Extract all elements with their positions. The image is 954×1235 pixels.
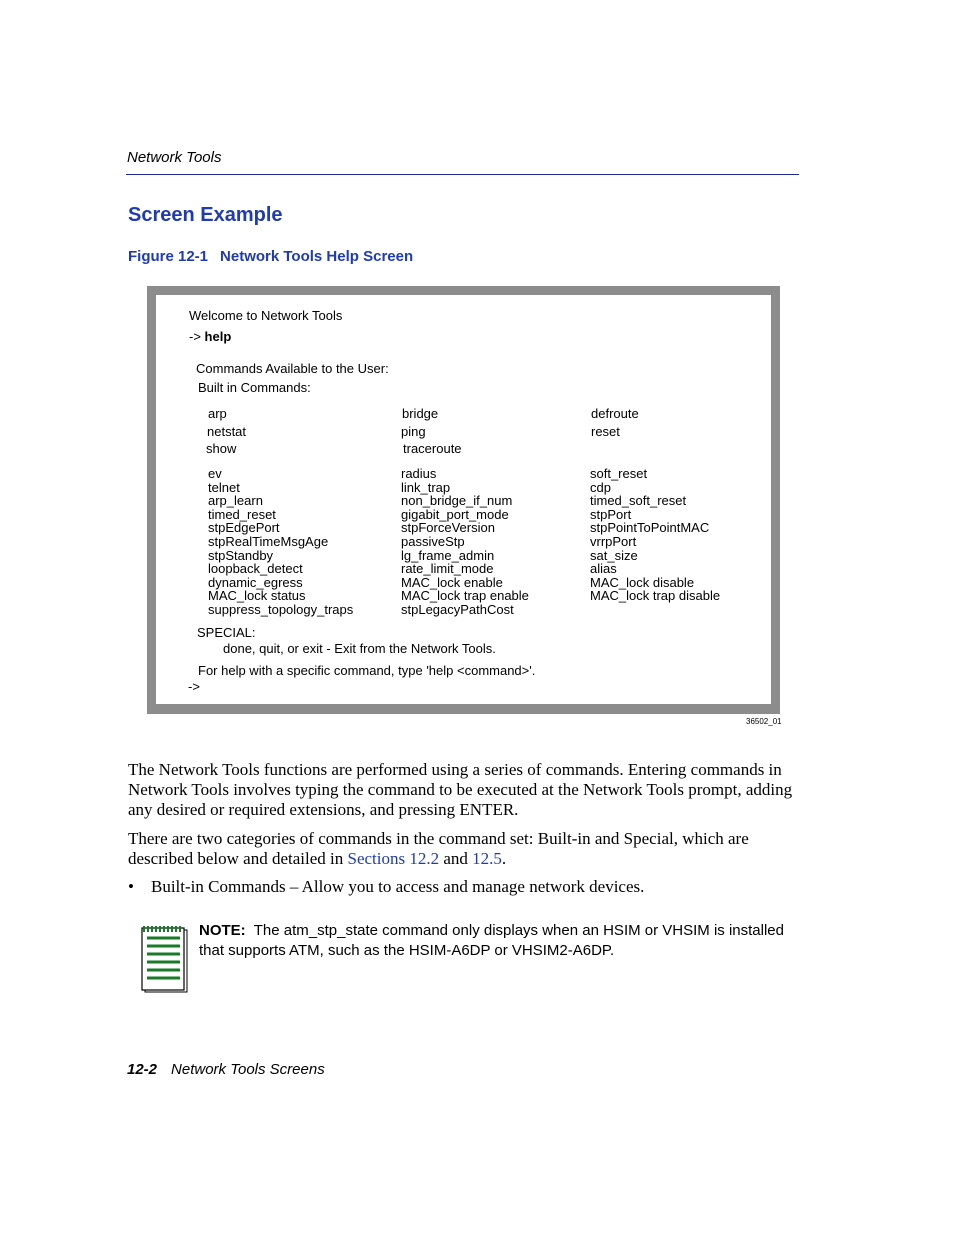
terminal-screen-frame [147,286,780,714]
command-item: alias [590,561,617,577]
command-item: sat_size [590,547,638,563]
bullet-item: Built-in Commands – Allow you to access and manage network devices. [151,877,645,896]
command-item: MAC_lock trap enable [401,588,529,604]
notepad-icon [140,924,188,994]
command-column-2 [401,467,529,617]
command-item: defroute [591,406,639,421]
page-footer [127,1061,325,1078]
command-item: stpPointToPointMAC [590,520,710,536]
running-header: Network Tools [127,149,222,166]
command-item: timed_reset [208,506,276,522]
command-item: lg_frame_admin [401,547,495,563]
command-item: netstat [207,424,247,439]
command-item: traceroute [403,441,462,456]
welcome-line: Welcome to Network Tools [189,308,343,323]
command-item: MAC_lock trap disable [590,588,721,604]
prompt: -> [189,329,201,344]
command-column-3 [590,467,720,603]
help-hint: For help with a specific command, type 'help <command>'. [198,663,536,678]
command-item: MAC_lock disable [590,574,695,590]
command-item: link_trap [401,479,451,495]
command-item: MAC_lock enable [401,574,503,590]
paragraph-2-start: There are two categories of commands in the command set: Built-in and Special, which are described below and detailed in [128,829,749,868]
figure-number: Figure 12-1 [128,248,209,265]
section-title: Screen Example [128,204,283,226]
command-item: ev [208,466,222,481]
command-item: stpLegacyPathCost [401,601,514,617]
terminal-screen [156,295,771,704]
command-item: soft_reset [590,466,648,481]
command-item: arp_learn [208,493,263,509]
final-prompt: -> [188,679,200,694]
command-item: cdp [590,479,611,495]
footer-title: Network Tools Screens [171,1061,325,1078]
command-item: bridge [402,406,439,421]
command-item: stpForceVersion [401,520,495,536]
command-item: rate_limit_mode [401,561,494,577]
command-item: stpStandby [208,547,274,563]
command-item: arp [208,406,227,421]
command-column-1 [208,467,353,617]
header-rule [126,174,799,175]
command-item: loopback_detect [208,561,303,577]
typed-command: help [204,329,232,344]
paragraph-2-end: . [501,849,507,868]
command-item: passiveStp [401,533,465,549]
figure-caption [128,248,413,265]
figure-title: Network Tools Help Screen [220,248,414,265]
bullet-symbol: • [128,877,134,896]
command-item: stpPort [590,506,632,522]
available-heading: Commands Available to the User: [196,361,389,376]
help-command-line [189,329,231,344]
paragraph-2 [128,829,808,869]
command-item: ping [401,424,426,439]
command-item: stpRealTimeMsgAge [208,533,329,549]
page-number: 12-2 [127,1061,158,1078]
note-label: NOTE: [199,922,246,939]
command-item: reset [591,424,620,439]
command-item: vrrpPort [590,533,637,549]
command-item: MAC_lock status [208,588,306,604]
section-12-5-link[interactable]: 12.5 [472,849,502,868]
command-item: radius [401,466,437,481]
note-body: The atm_stp_state command only displays when an HSIM or VHSIM is installed that supports ATM, such as the HSIM-A6DP or VHSIM2-A6DP. [199,922,784,959]
builtin-heading: Built in Commands: [198,380,311,395]
command-item: telnet [208,479,240,495]
command-item: show [206,441,237,456]
special-heading: SPECIAL: [197,625,256,640]
sections-link[interactable]: Sections 12.2 [347,849,440,868]
command-item: gigabit_port_mode [401,506,509,522]
command-item: suppress_topology_traps [208,601,354,617]
paragraph-1: The Network Tools functions are performed using a series of commands. Entering commands in Network Tools involves typing the command to be executed at the Network Tools prompt, adding any desired or required extensions, and pressing ENTER. [128,760,793,819]
command-item: dynamic_egress [208,574,303,590]
special-line: done, quit, or exit - Exit from the Network Tools. [223,641,496,656]
command-item: stpEdgePort [208,520,280,536]
paragraph-2-mid: and [439,849,473,868]
command-item: non_bridge_if_num [401,493,513,509]
command-item: timed_soft_reset [590,493,687,509]
note-text [199,921,809,960]
figure-id: 36502_01 [746,717,782,726]
